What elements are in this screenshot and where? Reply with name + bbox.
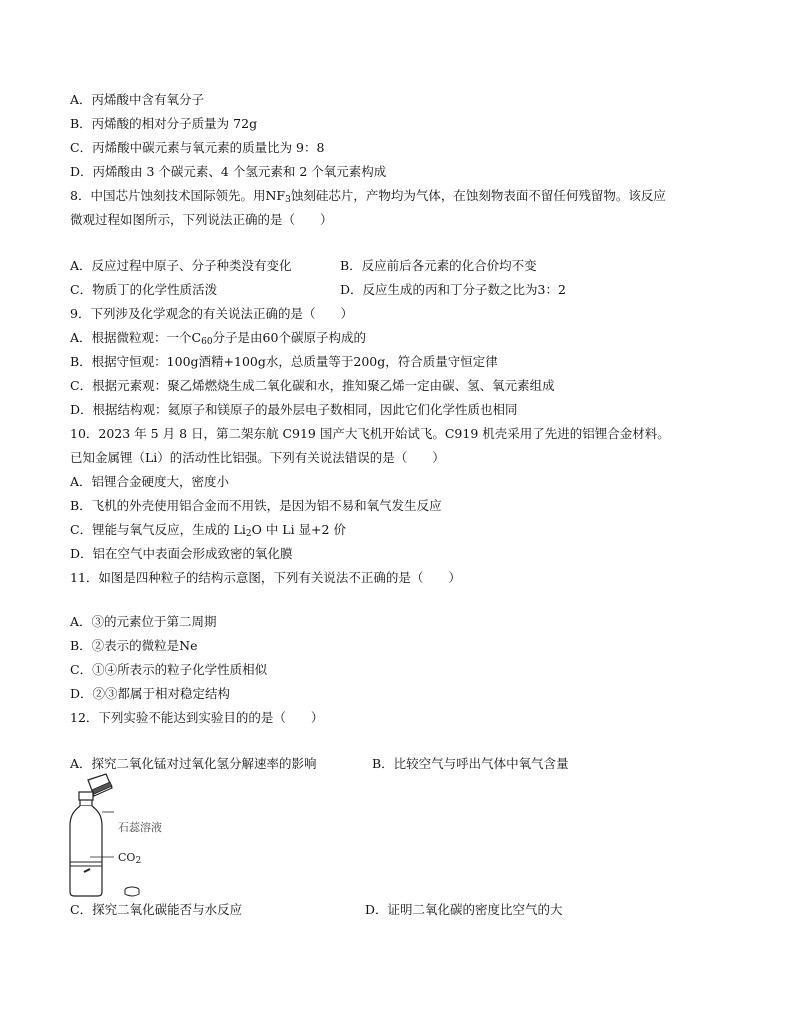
q11-option-a: A．③的元素位于第二周期 xyxy=(70,614,217,629)
q8-option-d: D．反应生成的丙和丁分子数之比为3：2 xyxy=(340,282,566,297)
q11-option-b: B．②表示的微粒是Ne xyxy=(70,638,198,653)
q11-option-c: C．①④所表示的粒子化学性质相似 xyxy=(70,662,268,677)
figure-label-litmus: 石蕊溶液 xyxy=(118,821,162,834)
figure-label-co2-part: CO xyxy=(118,851,136,864)
q7-option-c: C．丙烯酸中碳元素与氧元素的质量比为 9：8 xyxy=(70,140,325,155)
q9-option-a-part: 分子是由60个碳原子构成的 xyxy=(212,330,366,345)
q10-stem-line2: 已知金属锂（Li）的活动性比铝强。下列有关说法错误的是（ ） xyxy=(70,450,445,465)
q9-stem: 9．下列涉及化学观念的有关说法正确的是（ ） xyxy=(70,306,353,321)
q10-option-c-part: C．锂能与氧气反应，生成的 Li xyxy=(70,522,246,537)
q12-stem: 12．下列实验不能达到实验目的的是（ ） xyxy=(70,710,324,725)
q11-option-d: D．②③都属于相对稳定结构 xyxy=(70,686,231,701)
q8-stem-line1 xyxy=(70,188,666,208)
q10-option-c xyxy=(70,522,346,542)
q10-option-c-subscript: 2 xyxy=(245,529,252,539)
q8-stem-subscript: 3 xyxy=(285,195,291,205)
q10-option-d: D．铝在空气中表面会形成致密的氧化膜 xyxy=(70,546,293,561)
q12-option-d: D．证明二氧化碳的密度比空气的大 xyxy=(365,902,563,917)
q9-option-a-subscript: 60 xyxy=(201,337,213,347)
q7-option-d: D．丙烯酸由 3 个碳元素、4 个氢元素和 2 个氧元素构成 xyxy=(70,164,387,179)
q8-stem-part: 8．中国芯片蚀刻技术国际领先。用NF xyxy=(70,188,286,203)
q10-stem-line1: 10．2023 年 5 月 8 日，第二架东航 C919 国产大飞机开始试飞。C919 机壳采用了先进的铝锂合金材料。 xyxy=(70,426,670,441)
q10-option-c-part: O 中 Li 显+2 价 xyxy=(251,522,346,537)
figure-label-co2-subscript: 2 xyxy=(135,856,142,866)
q9-option-a-part: A．根据微粒观：一个C xyxy=(70,330,202,345)
q8-stem-part: 蚀刻硅芯片，产物均为气体，在蚀刻物表面不留任何残留物。该反应 xyxy=(290,188,666,203)
figure-label-co2 xyxy=(118,850,141,869)
q8-option-c: C．物质丁的化学性质活泼 xyxy=(70,282,218,297)
q9-option-c: C．根据元素观：聚乙烯燃烧生成二氧化碳和水，推知聚乙烯一定由碳、氢、氧元素组成 xyxy=(70,378,555,393)
q7-option-b: B．丙烯酸的相对分子质量为 72g xyxy=(70,116,258,131)
q12-option-b: B．比较空气与呼出气体中氧气含量 xyxy=(372,756,569,771)
q7-option-a: A．丙烯酸中含有氧分子 xyxy=(70,92,205,107)
q12-option-c: C．探究二氧化碳能否与水反应 xyxy=(70,902,243,917)
q8-option-b: B．反应前后各元素的化合价均不变 xyxy=(340,258,537,273)
q8-stem-line2: 微观过程如图所示，下列说法正确的是（ ） xyxy=(70,212,333,227)
q11-stem: 11．如图是四种粒子的结构示意图，下列有关说法不正确的是（ ） xyxy=(70,570,461,585)
q12-option-a: A．探究二氧化锰对过氧化氢分解速率的影响 xyxy=(70,756,317,771)
q10-option-a: A．铝锂合金硬度大，密度小 xyxy=(70,474,230,489)
q9-option-d: D．根据结构观：氦原子和镁原子的最外层电子数相同，因此它们化学性质也相同 xyxy=(70,402,518,417)
q9-option-a xyxy=(70,330,366,350)
q10-option-b: B．飞机的外壳使用铝合金而不用铁，是因为铝不易和氧气发生反应 xyxy=(70,498,442,513)
q8-option-a: A．反应过程中原子、分子种类没有变化 xyxy=(70,258,292,273)
q9-option-b: B．根据守恒观：100g酒精+100g水，总质量等于200g，符合质量守恒定律 xyxy=(70,354,498,369)
